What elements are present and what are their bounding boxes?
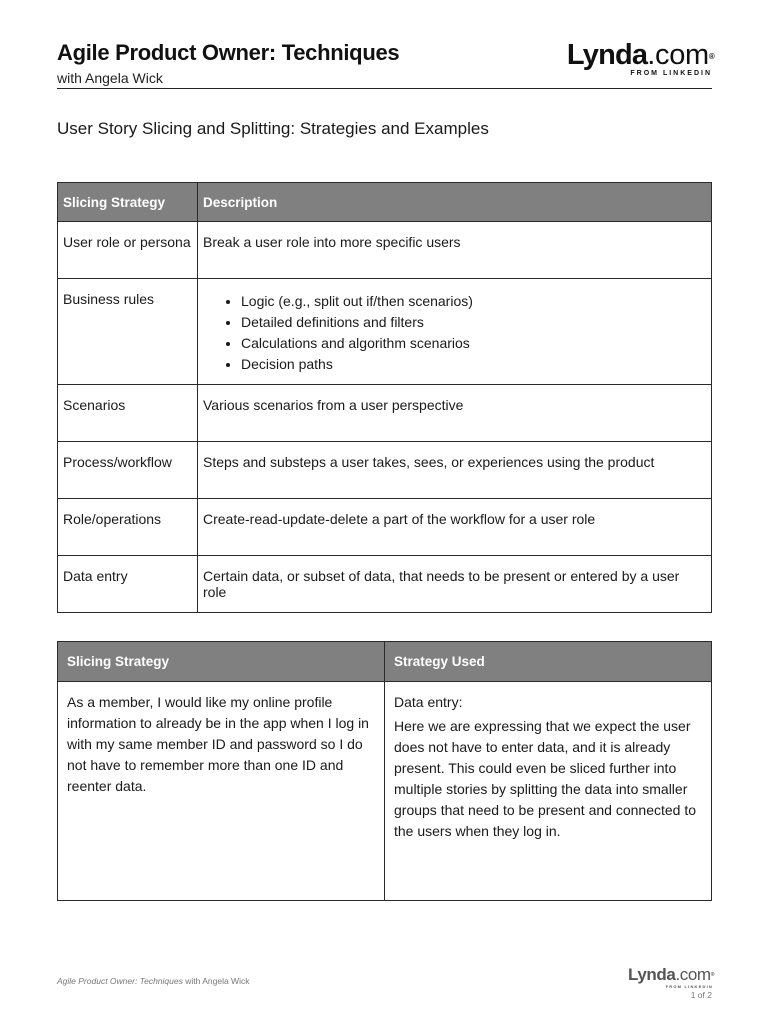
description-cell [198, 279, 712, 385]
lynda-logo [567, 40, 714, 77]
user-story-cell: As a member, I would like my online profile information to already be in the app when I log in with my same member ID and password so I do not have to remember more than one ID and reenter data. [58, 682, 385, 901]
footer-lynda-logo [628, 966, 714, 989]
document-title: User Story Slicing and Splitting: Strategies and Examples [57, 119, 489, 138]
page-number: 1 of 2 [690, 990, 712, 1000]
column-header-description: Description [198, 183, 712, 222]
header-divider [57, 88, 712, 89]
logo-name: Lynda [566, 39, 648, 71]
instructor-name: with Angela Wick [57, 70, 163, 86]
description-cell: Certain data, or subset of data, that needs to be present or entered by a user role [198, 556, 712, 613]
table-row [58, 682, 712, 901]
strategy-cell: Data entry [58, 556, 198, 613]
table-row [58, 385, 712, 442]
strategy-cell: Process/workflow [58, 442, 198, 499]
description-cell: Various scenarios from a user perspective [198, 385, 712, 442]
footer-logo-tagline: FROM LINKEDIN [665, 984, 713, 989]
footer-instructor: with Angela Wick [185, 976, 250, 986]
logo-tagline: FROM LINKEDIN [630, 70, 712, 77]
list-item: • Decision paths [241, 354, 706, 375]
strategy-cell: User role or persona [58, 222, 198, 279]
table-row [58, 279, 712, 385]
footer-logo-suffix: .com [675, 965, 711, 984]
table-header-row [58, 642, 712, 682]
description-cell: Create-read-update-delete a part of the workflow for a user role [198, 499, 712, 556]
column-header-strategy-used: Strategy Used [385, 642, 712, 682]
logo-suffix: .com [647, 39, 709, 71]
description-cell: Steps and substeps a user takes, sees, or experiences using the product [198, 442, 712, 499]
strategy-cell: Scenarios [58, 385, 198, 442]
strategy-cell: Business rules [58, 279, 198, 385]
description-cell: Break a user role into more specific users [198, 222, 712, 279]
footer-logo-name: Lynda [628, 965, 676, 984]
strategy-used-text: Here we are expressing that we expect the user does not have to enter data, and it is already present. This could even be sliced further into multiple stories by splitting the data into smaller groups that need to be present and connected to the users when they log in. [394, 718, 697, 839]
business-rules-list [203, 291, 706, 375]
registered-mark: ® [708, 52, 714, 61]
footer-registered-mark: ® [710, 972, 714, 978]
slicing-strategies-table [57, 182, 712, 613]
strategy-used-label: Data entry: [394, 694, 463, 710]
column-header-strategy: Slicing Strategy [58, 642, 385, 682]
strategy-cell: Role/operations [58, 499, 198, 556]
table-row [58, 499, 712, 556]
table-row [58, 222, 712, 279]
list-item: • Detailed definitions and filters [241, 312, 706, 333]
strategy-used-cell [385, 682, 712, 901]
list-item: • Calculations and algorithm scenarios [241, 333, 706, 354]
footer-course-title: Agile Product Owner: Techniques [57, 976, 183, 986]
example-table [57, 641, 712, 901]
list-item: • Logic (e.g., split out if/then scenarios) [241, 291, 706, 312]
table-header-row [58, 183, 712, 222]
table-row [58, 556, 712, 613]
footer-course-note [57, 976, 249, 986]
table-row [58, 442, 712, 499]
course-title: Agile Product Owner: Techniques [57, 40, 400, 65]
column-header-strategy: Slicing Strategy [58, 183, 198, 222]
